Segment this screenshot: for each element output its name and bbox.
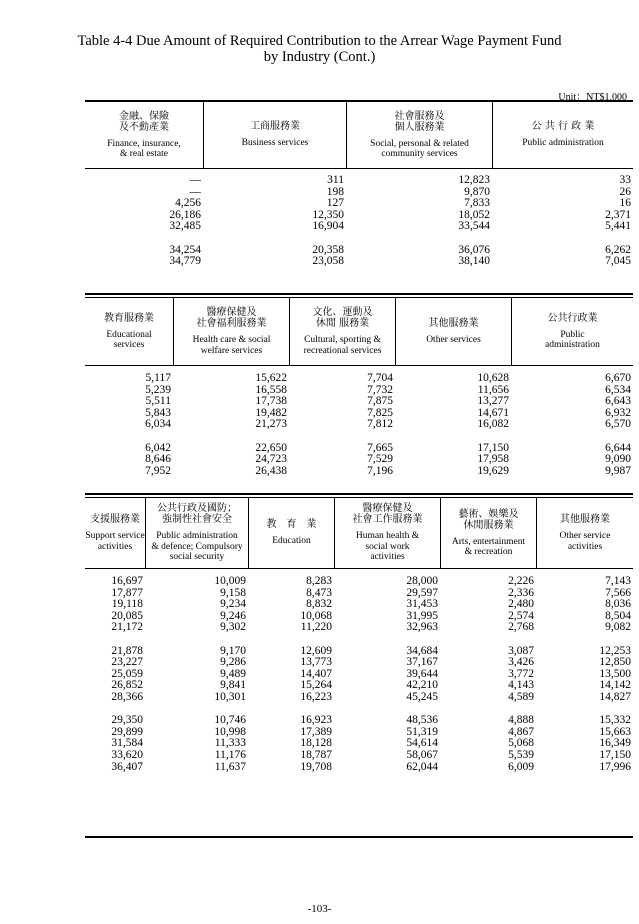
- s3-header-en-6: Other service activities: [559, 531, 611, 552]
- table-cell: 4,143: [508, 679, 534, 692]
- table-cell: 6,670: [605, 372, 631, 384]
- table-cell: 9,246: [220, 609, 246, 622]
- table-title-line-2: by Industry (Cont.): [263, 49, 376, 65]
- table-cell: 5,441: [605, 220, 631, 233]
- table-cell: 14,142: [599, 679, 631, 692]
- row-gap: [85, 233, 633, 245]
- s1-header-en-3: Social, personal & related community services: [370, 138, 469, 159]
- table-cell: 12,609: [300, 644, 332, 657]
- table-row: [85, 175, 633, 187]
- table-row: [85, 692, 633, 704]
- table-cell: 36,076: [458, 243, 490, 256]
- unit-label: Unit：NT$1,000: [558, 92, 627, 103]
- table-cell: 26: [619, 185, 631, 198]
- table-row: [85, 762, 633, 774]
- table-cell: 3,426: [508, 656, 534, 669]
- table-cell: 12,823: [458, 174, 490, 186]
- s2-header-en-5: Public administration: [545, 329, 600, 350]
- table-row: [85, 256, 633, 268]
- s1-header-zh-4: 公 共 行 政 業: [531, 121, 595, 133]
- s2-header-col-3: [289, 298, 395, 365]
- table-cell: 9,170: [220, 644, 246, 657]
- table-cell: 22,650: [255, 441, 287, 454]
- table-cell: 19,118: [111, 598, 143, 611]
- table-cell: 36,407: [111, 760, 143, 773]
- s1-header-en-1: Finance, insurance, & real estate: [107, 138, 181, 159]
- table-cell: 14,827: [599, 690, 631, 703]
- table-cell: 2,768: [508, 621, 534, 634]
- table-cell: 23,058: [312, 255, 344, 268]
- table-cell: 10,998: [214, 725, 246, 738]
- table-row: [85, 680, 633, 692]
- table-cell: 34,779: [169, 255, 201, 268]
- table-row: [85, 657, 633, 669]
- s3-header-zh-2: 公共行政及國防； 強制性社會安全: [157, 503, 237, 526]
- s3-header-en-4: Human health & social work activities: [355, 531, 420, 563]
- table-cell: 198: [326, 185, 344, 198]
- table-cell: 8,504: [605, 609, 631, 622]
- table-cell: 37,167: [406, 656, 438, 669]
- table-row: [85, 727, 633, 739]
- table-cell: 21,172: [111, 621, 143, 634]
- table-cell: 11,656: [477, 383, 509, 396]
- table-cell: 62,044: [406, 760, 438, 773]
- table-cell: 45,245: [406, 690, 438, 703]
- table-cell: 31,995: [406, 609, 438, 622]
- s2-header-en-1: Educational services: [106, 329, 152, 350]
- table-cell: 7,143: [605, 575, 631, 587]
- table-cell: 14,407: [300, 667, 332, 680]
- table-cell: 19,482: [255, 406, 287, 419]
- table-cell: 6,042: [145, 441, 171, 454]
- table-cell: 9,489: [220, 667, 246, 680]
- table-row: [85, 198, 633, 210]
- table-cell: 33,544: [458, 220, 490, 233]
- table-cell: 26,186: [169, 208, 201, 221]
- table-cell: 13,773: [300, 656, 332, 669]
- table-cell: 10,301: [214, 690, 246, 703]
- table-cell: 9,987: [605, 464, 631, 477]
- table-cell: 28,000: [406, 575, 438, 587]
- table-cell: 2,574: [508, 609, 534, 622]
- s1-header-col-1: [85, 102, 203, 168]
- section-3-table: [85, 497, 633, 837]
- table-cell: 31,584: [111, 737, 143, 750]
- table-cell: 16,923: [300, 714, 332, 727]
- section-1-header: [85, 102, 633, 168]
- table-cell: 39,644: [406, 667, 438, 680]
- s3-header-en-5: Arts, entertainment & recreation: [451, 536, 526, 557]
- row-gap: [85, 704, 633, 716]
- table-cell: 29,597: [406, 586, 438, 599]
- table-row: [85, 588, 633, 600]
- section-1-table: [85, 100, 633, 298]
- table-cell: 8,473: [306, 586, 332, 599]
- table-cell: 13,500: [599, 667, 631, 680]
- table-cell: 17,996: [599, 760, 631, 773]
- s1-header-col-2: [203, 102, 346, 168]
- table-cell: 5,843: [145, 406, 171, 419]
- table-cell: 6,534: [605, 383, 631, 396]
- table-cell: 7,875: [367, 395, 393, 408]
- page-number: -103-: [307, 903, 332, 915]
- table-row: [85, 611, 633, 623]
- s3-header-zh-4: 醫療保健及 社會工作服務業: [352, 503, 423, 526]
- table-cell: 6,262: [605, 243, 631, 256]
- table-cell: 9,870: [464, 185, 490, 198]
- table-cell: 10,009: [214, 575, 246, 587]
- section-2-rows: [85, 373, 633, 477]
- table-cell: 32,963: [406, 621, 438, 634]
- s2-header-zh-4: 其他服務業: [428, 317, 479, 329]
- table-cell: 51,319: [406, 725, 438, 738]
- table-row: [85, 210, 633, 222]
- table-cell: 10,746: [214, 714, 246, 727]
- row-gap: [85, 431, 633, 443]
- s3-header-en-2: Public administration & defence; Compulsory social security: [151, 531, 243, 563]
- table-cell: 26,438: [255, 464, 287, 477]
- table-cell: 7,825: [367, 406, 393, 419]
- table-cell: 16,082: [477, 418, 509, 431]
- s3-header-zh-5: 藝術、娛樂及 休閒服務業: [458, 508, 519, 531]
- table-cell: 8,646: [145, 453, 171, 466]
- table-row: [85, 715, 633, 727]
- table-cell: 11,176: [214, 748, 246, 761]
- table-cell: 28,366: [111, 690, 143, 703]
- table-cell: 3,772: [508, 667, 534, 680]
- table-cell: 9,234: [220, 598, 246, 611]
- s3-header-col-3: [248, 498, 334, 568]
- s1-header-col-3: [346, 102, 492, 168]
- section-3-header: [85, 498, 633, 568]
- table-cell: 7,665: [367, 441, 393, 454]
- table-cell: 15,663: [599, 725, 631, 738]
- table-row: [85, 669, 633, 681]
- table-cell: 34,254: [169, 243, 201, 256]
- table-cell: 4,867: [508, 725, 534, 738]
- table-cell: 2,336: [508, 586, 534, 599]
- table-row: [85, 646, 633, 658]
- table-cell: 5,068: [508, 737, 534, 750]
- table-cell: 25,059: [111, 667, 143, 680]
- table-cell: 6,644: [605, 441, 631, 454]
- table-cell: 26,852: [111, 679, 143, 692]
- table-row: [85, 221, 633, 233]
- table-cell: 29,899: [111, 725, 143, 738]
- table-cell: 9,841: [220, 679, 246, 692]
- table-row: [85, 187, 633, 199]
- s2-header-col-4: [395, 298, 511, 365]
- table-row: [85, 245, 633, 257]
- table-row: [85, 454, 633, 466]
- table-cell: 5,511: [145, 395, 171, 408]
- section-1-rows: [85, 175, 633, 268]
- table-cell: 17,958: [477, 453, 509, 466]
- table-cell: 5,239: [145, 383, 171, 396]
- table-cell: 9,082: [605, 621, 631, 634]
- table-cell: 7,812: [367, 418, 393, 431]
- s1-header-col-4: [492, 102, 633, 168]
- table-cell: 10,068: [300, 609, 332, 622]
- table-cell: 7,196: [367, 464, 393, 477]
- s3-header-zh-3: 教 育 業: [266, 519, 317, 531]
- table-cell: 2,226: [508, 575, 534, 587]
- table-cell: 38,140: [458, 255, 490, 268]
- s1-header-en-4: Public administration: [522, 138, 604, 149]
- table-cell: 23,227: [111, 656, 143, 669]
- table-row: [85, 738, 633, 750]
- s2-header-zh-2: 醫療保健及 社會福利服務業: [196, 307, 267, 329]
- table-cell: 7,952: [145, 464, 171, 477]
- table-cell: 15,622: [255, 372, 287, 384]
- table-cell: 2,371: [605, 208, 631, 221]
- table-cell: 2,480: [508, 598, 534, 611]
- table-cell: 21,273: [255, 418, 287, 431]
- table-cell: 42,210: [406, 679, 438, 692]
- table-row: [85, 373, 633, 385]
- table-cell: 19,708: [300, 760, 332, 773]
- table-cell: 17,150: [477, 441, 509, 454]
- table-cell: 7,833: [464, 197, 490, 210]
- table-cell: 34,684: [406, 644, 438, 657]
- table-cell: 16,349: [599, 737, 631, 750]
- table-cell: 24,723: [255, 453, 287, 466]
- s2-header-col-5: [511, 298, 633, 365]
- table-cell: 48,536: [406, 714, 438, 727]
- table-cell: 4,589: [508, 690, 534, 703]
- s1-header-zh-1: 金融、保險 及不動產業: [119, 110, 169, 133]
- table-cell: 3,087: [508, 644, 534, 657]
- table-cell: 29,350: [111, 714, 143, 727]
- s3-header-zh-1: 支援服務業: [90, 514, 140, 525]
- table-cell: 5,117: [145, 372, 171, 384]
- table-cell: 33,620: [111, 748, 143, 761]
- table-cell: 16,558: [255, 383, 287, 396]
- table-cell: 4,256: [175, 197, 201, 210]
- table-cell: 9,090: [605, 453, 631, 466]
- table-cell: 12,850: [599, 656, 631, 669]
- s2-header-zh-5: 公共行政業: [547, 312, 598, 324]
- table-cell: 9,286: [220, 656, 246, 669]
- row-gap: [85, 634, 633, 646]
- table-row: [85, 622, 633, 634]
- table-cell: 18,052: [458, 208, 490, 221]
- s2-header-en-4: Other services: [426, 334, 481, 345]
- table-cell: 54,614: [406, 737, 438, 750]
- s3-header-col-1: [85, 498, 145, 568]
- table-cell: 9,302: [220, 621, 246, 634]
- s2-header-col-1: [85, 298, 173, 365]
- s2-header-en-2: Health care & social welfare services: [192, 335, 271, 356]
- table-cell: 58,067: [406, 748, 438, 761]
- s2-header-col-2: [173, 298, 289, 365]
- table-cell: 6,932: [605, 406, 631, 419]
- table-cell: 12,253: [599, 644, 631, 657]
- table-cell: 311: [327, 174, 344, 186]
- table-cell: 16,904: [312, 220, 344, 233]
- table-cell: 16: [619, 197, 631, 210]
- table-cell: 11,220: [300, 621, 332, 634]
- table-row: [85, 466, 633, 478]
- s3-header-col-2: [145, 498, 248, 568]
- table-row: [85, 750, 633, 762]
- table-cell: —: [189, 185, 201, 198]
- section-2-header: [85, 298, 633, 365]
- table-cell: 7,704: [367, 372, 393, 384]
- table-cell: 11,333: [214, 737, 246, 750]
- s1-header-en-2: Business services: [241, 138, 309, 149]
- table-cell: 32,485: [169, 220, 201, 233]
- table-cell: 15,332: [599, 714, 631, 727]
- section-2-table: [85, 297, 633, 497]
- s3-header-zh-6: 其他服務業: [560, 514, 610, 525]
- table-cell: 7,529: [367, 453, 393, 466]
- table-cell: 8,283: [306, 575, 332, 587]
- table-cell: 31,453: [406, 598, 438, 611]
- table-cell: 6,009: [508, 760, 534, 773]
- table-cell: 7,732: [367, 383, 393, 396]
- table-row: [85, 599, 633, 611]
- table-cell: 9,158: [220, 586, 246, 599]
- s2-header-zh-3: 文化、運動及 休閒 服務業: [312, 307, 373, 329]
- s3-header-col-5: [440, 498, 536, 568]
- table-cell: 14,671: [477, 406, 509, 419]
- table-cell: 8,036: [605, 598, 631, 611]
- table-cell: 20,358: [312, 243, 344, 256]
- s2-header-zh-1: 教育服務業: [104, 312, 154, 324]
- table-row: [85, 419, 633, 431]
- table-cell: 16,223: [300, 690, 332, 703]
- table-cell: 19,629: [477, 464, 509, 477]
- table-cell: 7,566: [605, 586, 631, 599]
- table-cell: —: [189, 174, 201, 186]
- table-cell: 5,539: [508, 748, 534, 761]
- table-cell: 11,637: [214, 760, 246, 773]
- table-cell: 17,877: [111, 586, 143, 599]
- table-cell: 6,034: [145, 418, 171, 431]
- table-cell: 17,389: [300, 725, 332, 738]
- table-cell: 13,277: [477, 395, 509, 408]
- table-cell: 7,045: [605, 255, 631, 268]
- table-cell: 6,570: [605, 418, 631, 431]
- table-cell: 6,643: [605, 395, 631, 408]
- table-cell: 17,150: [599, 748, 631, 761]
- table-cell: 21,878: [111, 644, 143, 657]
- table-cell: 4,888: [508, 714, 534, 727]
- table-cell: 18,128: [300, 737, 332, 750]
- s3-header-col-6: [536, 498, 633, 568]
- table-cell: 18,787: [300, 748, 332, 761]
- s3-header-col-4: [334, 498, 440, 568]
- s2-header-en-3: Cultural, sporting & recreational services: [303, 335, 382, 356]
- table-cell: 10,628: [477, 372, 509, 384]
- section-3-rows: [85, 576, 633, 773]
- table-title-line-1: Table 4-4 Due Amount of Required Contribution to the Arrear Wage Payment Fund: [77, 33, 562, 49]
- s3-header-en-1: Support service activities: [85, 531, 145, 552]
- table-cell: 33: [619, 174, 631, 186]
- table-cell: 15,264: [300, 679, 332, 692]
- table-cell: 20,085: [111, 609, 143, 622]
- s1-header-zh-3: 社會服務及 個人服務業: [394, 110, 445, 133]
- table-row: [85, 576, 633, 588]
- s3-header-en-3: Education: [272, 536, 311, 547]
- table-cell: 127: [326, 197, 344, 210]
- table-cell: 12,350: [312, 208, 344, 221]
- table-cell: 17,738: [255, 395, 287, 408]
- table-cell: 8,832: [306, 598, 332, 611]
- table-cell: 16,697: [111, 575, 143, 587]
- s1-header-zh-2: 工商服務業: [250, 121, 300, 133]
